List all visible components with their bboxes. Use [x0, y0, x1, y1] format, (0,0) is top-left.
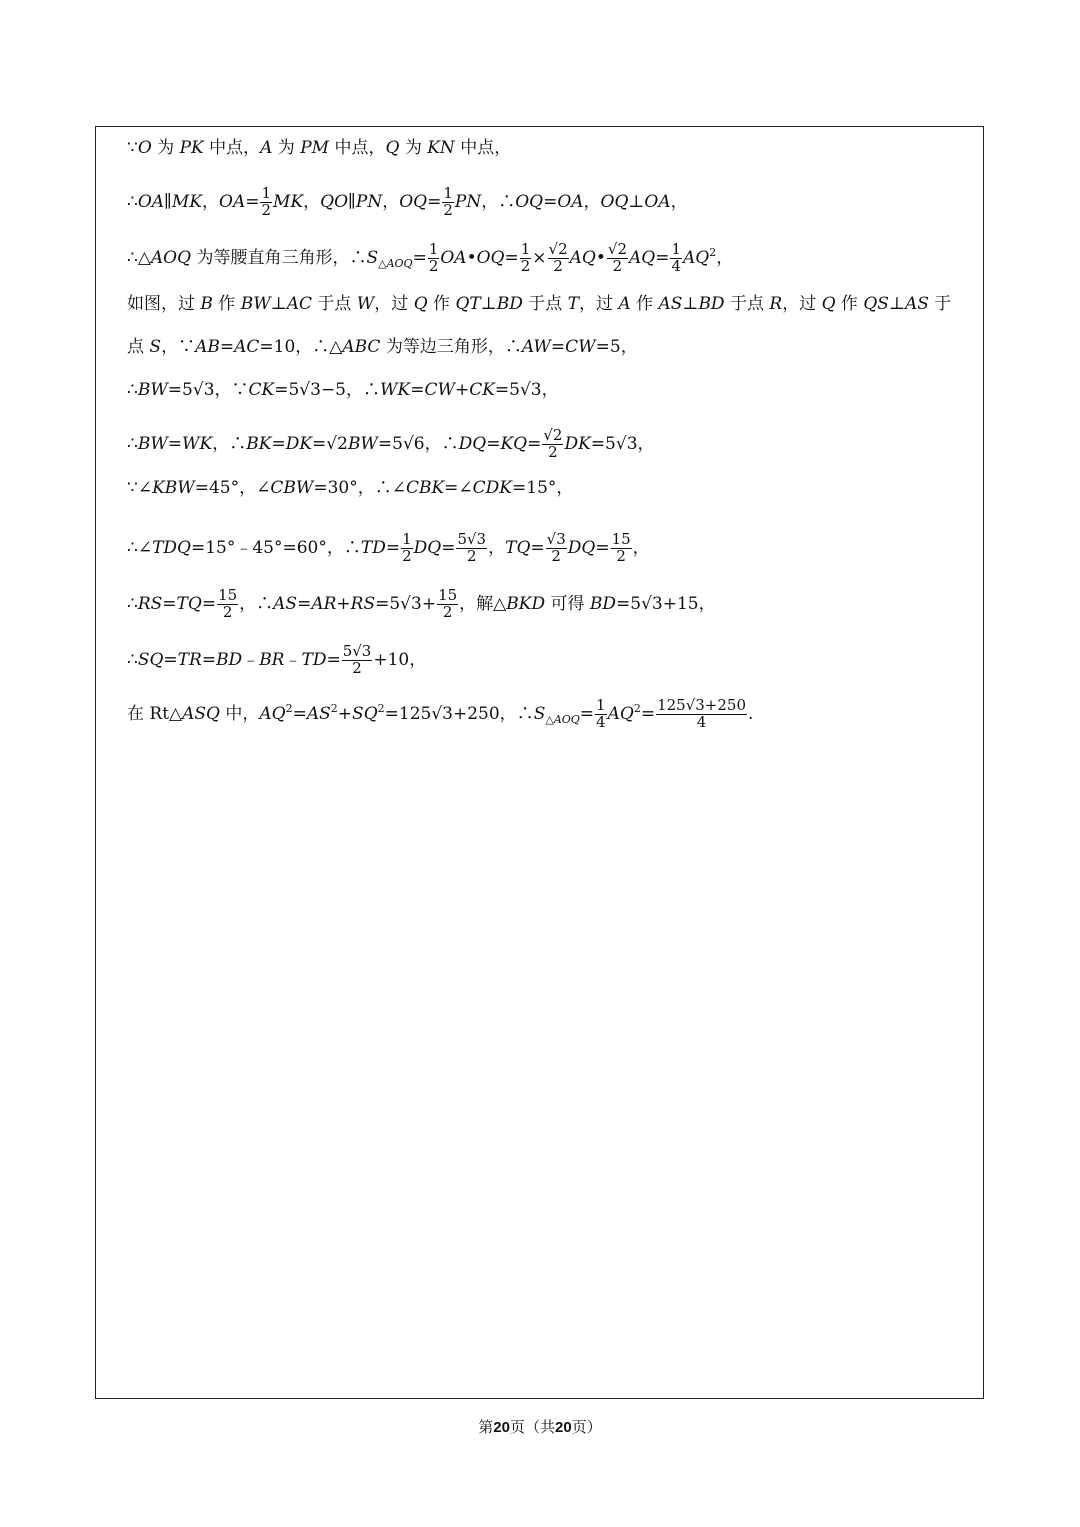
solution-line-4: 如图，过 B 作 BW⊥AC 于点 W，过 Q 作 QT⊥BD 于点 T，过 A 作 AS⊥BD 于点 R，过 Q 作 QS⊥AS 于 — [127, 294, 952, 314]
footer-suffix: 页） — [571, 1418, 602, 1436]
solution-line-6: ∴BW=5√3，∵CK=5√3−5，∴WK=CW+CK=5√3， — [127, 380, 559, 400]
solution-line-10: ∴RS=TQ= $\frac{15}{2}$ ，∴AS=AR+RS=5√3+ $\frac{15}{2}$ ，解△BKD 可得 BD=5√3+15， — [127, 586, 716, 621]
page-number: 20 — [493, 1419, 510, 1436]
solution-line-1: ∵O 为 PK 中点，A 为 PM 中点，Q 为 KN 中点， — [127, 138, 512, 158]
footer-prefix: 第 — [478, 1418, 494, 1436]
page-footer — [0, 1416, 1080, 1437]
solution-line-3: ∴△AOQ 为等腰直角三角形，$\therefore S_{\triangle AOQ}=$ $\frac{1}{2}$ OA•OQ= $\frac{1}{2}$ × $\frac{√2}{2}$ AQ• $\frac{√2}{2}$ AQ= $\frac{1}{4}$ $AQ^2$， — [127, 240, 734, 275]
solution-box — [95, 126, 984, 1399]
solution-line-2: ∴OA∥MK，OA= $\frac{1}{2}$ MK，QO∥PN，OQ= $\frac{1}{2}$ PN，∴OQ=OA，OQ⊥OA， — [127, 184, 688, 219]
total-pages: 20 — [555, 1419, 572, 1436]
solution-line-5: 点 S，∵AB=AC=10，∴△ABC 为等边三角形，∴AW=CW=5， — [127, 337, 638, 357]
solution-line-8: ∵∠KBW=45°，∠CBW=30°，∴∠CBK=∠CDK=15°， — [127, 478, 574, 498]
solution-line-7: ∴BW=WK，∴BK=DK=√2BW=5√6，∴DQ=KQ= $\frac{√2}{2}$ DK=5√3， — [127, 426, 655, 461]
solution-line-11: ∴SQ=TR=BD﹣BR﹣TD= $\frac{5√3}{2}$ +10， — [127, 642, 427, 677]
footer-middle: 页（共 — [509, 1418, 555, 1436]
solution-line-12: 在 Rt△ASQ 中，$AQ^2=AS^2+SQ^2=125√3+250$，$\therefore S_{\triangle AOQ}=$ $\frac{1}{4}$ $AQ^2=$ $\frac{125√3+250}{4}$ . — [127, 696, 754, 731]
solution-line-9: ∴∠TDQ=15°﹣45°=60°，∴TD= $\frac{1}{2}$ DQ= $\frac{5√3}{2}$ ，TQ= $\frac{√3}{2}$ DQ= $\frac{15}{2}$ ， — [127, 530, 650, 565]
